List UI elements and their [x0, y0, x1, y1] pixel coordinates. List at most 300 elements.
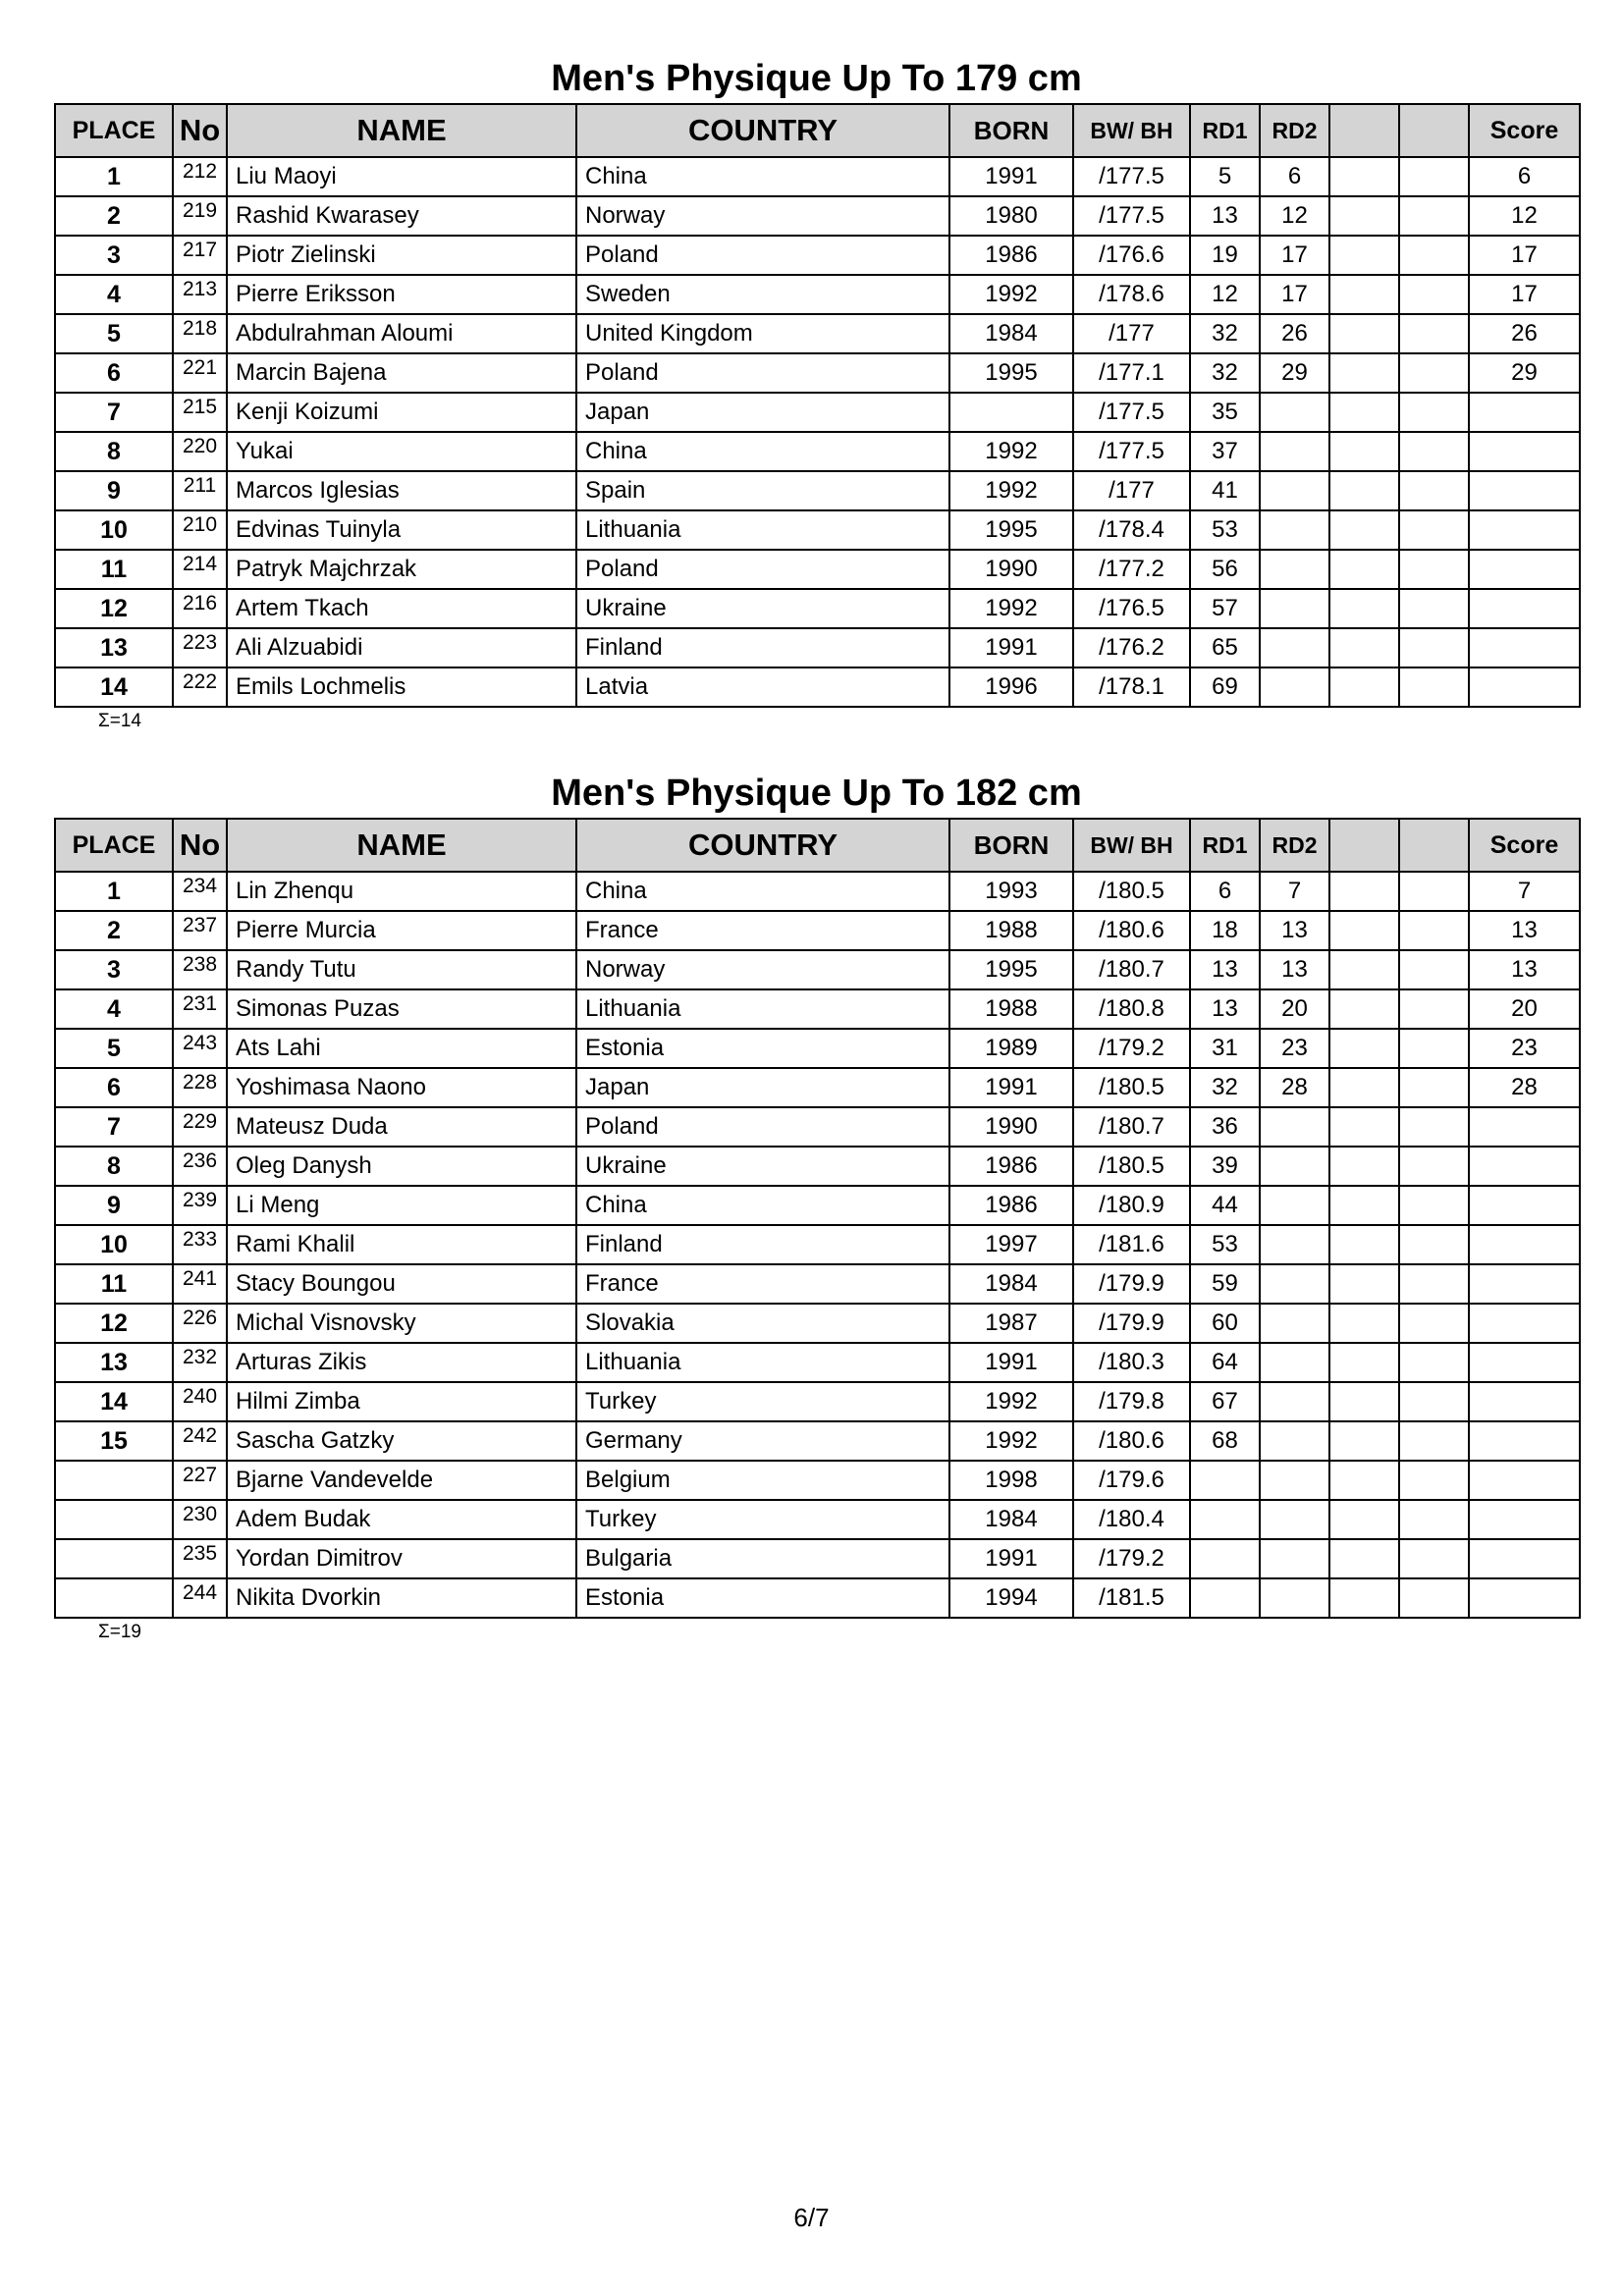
table-row [55, 1068, 1580, 1107]
rd1-cell: 37 [1190, 432, 1260, 471]
score-cell [1469, 628, 1580, 667]
rd1-cell: 35 [1190, 393, 1260, 432]
header-row [55, 819, 1580, 872]
score-cell [1469, 432, 1580, 471]
table-row [55, 471, 1580, 510]
country-cell: Japan [576, 1068, 949, 1107]
blank-cell-2 [1399, 950, 1469, 989]
blank-cell-2 [1399, 393, 1469, 432]
place-cell: 7 [55, 1107, 173, 1147]
header-blank-1 [1329, 819, 1399, 872]
blank-cell-1 [1329, 471, 1399, 510]
rd2-cell [1260, 1539, 1329, 1578]
born-cell: 1986 [949, 1186, 1073, 1225]
country-cell: Belgium [576, 1461, 949, 1500]
place-cell: 3 [55, 950, 173, 989]
bw-bh-cell: /180.7 [1073, 950, 1190, 989]
header-bw-bh: BW/ BH [1073, 819, 1190, 872]
blank-cell-2 [1399, 510, 1469, 550]
blank-cell-1 [1329, 628, 1399, 667]
born-cell: 1984 [949, 1264, 1073, 1304]
born-cell: 1994 [949, 1578, 1073, 1618]
blank-cell-1 [1329, 550, 1399, 589]
place-cell: 6 [55, 1068, 173, 1107]
rd2-cell [1260, 1264, 1329, 1304]
table-row [55, 628, 1580, 667]
country-cell: Ukraine [576, 1147, 949, 1186]
country-cell: Poland [576, 550, 949, 589]
page-number: 6/7 [793, 2203, 830, 2232]
country-cell: France [576, 911, 949, 950]
header-rd2: RD2 [1260, 104, 1329, 157]
rd2-cell: 13 [1260, 911, 1329, 950]
name-cell: Yukai [227, 432, 576, 471]
bw-bh-cell: /178.4 [1073, 510, 1190, 550]
number-cell: 235 [173, 1539, 227, 1578]
rd1-cell: 57 [1190, 589, 1260, 628]
country-cell: Estonia [576, 1029, 949, 1068]
blank-cell-2 [1399, 1225, 1469, 1264]
blank-cell-2 [1399, 1500, 1469, 1539]
place-cell: 11 [55, 1264, 173, 1304]
born-cell: 1991 [949, 1068, 1073, 1107]
header-no: No [173, 104, 227, 157]
rd1-cell: 53 [1190, 1225, 1260, 1264]
header-no: No [173, 819, 227, 872]
table-row [55, 1264, 1580, 1304]
number-cell: 236 [173, 1147, 227, 1186]
table-row [55, 989, 1580, 1029]
score-cell: 7 [1469, 872, 1580, 911]
blank-cell-1 [1329, 1147, 1399, 1186]
name-cell: Michal Visnovsky [227, 1304, 576, 1343]
born-cell: 1990 [949, 550, 1073, 589]
score-cell: 29 [1469, 353, 1580, 393]
score-cell: 23 [1469, 1029, 1580, 1068]
blank-cell-1 [1329, 353, 1399, 393]
country-cell: Finland [576, 628, 949, 667]
rd1-cell: 59 [1190, 1264, 1260, 1304]
name-cell: Piotr Zielinski [227, 236, 576, 275]
bw-bh-cell: /176.2 [1073, 628, 1190, 667]
number-cell: 239 [173, 1186, 227, 1225]
name-cell: Yordan Dimitrov [227, 1539, 576, 1578]
table-row [55, 1461, 1580, 1500]
blank-cell-1 [1329, 1225, 1399, 1264]
bw-bh-cell: /177 [1073, 471, 1190, 510]
blank-cell-1 [1329, 1107, 1399, 1147]
born-cell: 1988 [949, 989, 1073, 1029]
name-cell: Liu Maoyi [227, 157, 576, 196]
name-cell: Hilmi Zimba [227, 1382, 576, 1421]
name-cell: Ali Alzuabidi [227, 628, 576, 667]
score-cell [1469, 1264, 1580, 1304]
born-cell: 1997 [949, 1225, 1073, 1264]
name-cell: Rashid Kwarasey [227, 196, 576, 236]
number-cell: 219 [173, 196, 227, 236]
rd1-cell [1190, 1539, 1260, 1578]
number-cell: 220 [173, 432, 227, 471]
table-row [55, 1539, 1580, 1578]
country-cell: Germany [576, 1421, 949, 1461]
number-cell: 217 [173, 236, 227, 275]
country-cell: Lithuania [576, 989, 949, 1029]
name-cell: Lin Zhenqu [227, 872, 576, 911]
born-cell: 1991 [949, 1539, 1073, 1578]
number-cell: 215 [173, 393, 227, 432]
rd2-cell [1260, 1147, 1329, 1186]
rd2-cell: 6 [1260, 157, 1329, 196]
blank-cell-1 [1329, 589, 1399, 628]
blank-cell-1 [1329, 1029, 1399, 1068]
rd1-cell: 44 [1190, 1186, 1260, 1225]
rd1-cell: 60 [1190, 1304, 1260, 1343]
country-cell: Poland [576, 236, 949, 275]
bw-bh-cell: /180.7 [1073, 1107, 1190, 1147]
country-cell: Poland [576, 1107, 949, 1147]
place-cell: 14 [55, 667, 173, 707]
table-row [55, 510, 1580, 550]
score-cell: 13 [1469, 950, 1580, 989]
blank-cell-1 [1329, 1304, 1399, 1343]
rd1-cell [1190, 1461, 1260, 1500]
rd2-cell: 23 [1260, 1029, 1329, 1068]
blank-cell-2 [1399, 1147, 1469, 1186]
blank-cell-1 [1329, 510, 1399, 550]
blank-cell-1 [1329, 314, 1399, 353]
rd2-cell: 12 [1260, 196, 1329, 236]
blank-cell-2 [1399, 196, 1469, 236]
born-cell: 1986 [949, 236, 1073, 275]
number-cell: 240 [173, 1382, 227, 1421]
competitor-count: Σ=19 [98, 1622, 141, 1642]
blank-cell-2 [1399, 1382, 1469, 1421]
name-cell: Artem Tkach [227, 589, 576, 628]
name-cell: Marcin Bajena [227, 353, 576, 393]
header-born: BORN [949, 104, 1073, 157]
country-cell: Latvia [576, 667, 949, 707]
score-cell [1469, 1343, 1580, 1382]
table-row [55, 196, 1580, 236]
rd1-cell: 18 [1190, 911, 1260, 950]
section-title: Men's Physique Up To 179 cm [551, 58, 1082, 99]
born-cell: 1991 [949, 628, 1073, 667]
table-row [55, 353, 1580, 393]
place-cell: 1 [55, 872, 173, 911]
table-row [55, 1578, 1580, 1618]
name-cell: Edvinas Tuinyla [227, 510, 576, 550]
blank-cell-2 [1399, 432, 1469, 471]
header-score: Score [1469, 819, 1580, 872]
bw-bh-cell: /180.8 [1073, 989, 1190, 1029]
number-cell: 218 [173, 314, 227, 353]
name-cell: Abdulrahman Aloumi [227, 314, 576, 353]
place-cell: 8 [55, 1147, 173, 1186]
born-cell: 1995 [949, 950, 1073, 989]
name-cell: Marcos Iglesias [227, 471, 576, 510]
blank-cell-2 [1399, 1029, 1469, 1068]
rd1-cell: 32 [1190, 1068, 1260, 1107]
place-cell: 9 [55, 1186, 173, 1225]
table-body [55, 872, 1580, 1618]
rd1-cell: 39 [1190, 1147, 1260, 1186]
blank-cell-1 [1329, 1068, 1399, 1107]
table-row [55, 1343, 1580, 1382]
header-born: BORN [949, 819, 1073, 872]
country-cell: Japan [576, 393, 949, 432]
rd1-cell: 13 [1190, 950, 1260, 989]
table-row [55, 1186, 1580, 1225]
score-cell [1469, 1107, 1580, 1147]
rd2-cell [1260, 550, 1329, 589]
rd2-cell [1260, 1225, 1329, 1264]
country-cell: China [576, 872, 949, 911]
bw-bh-cell: /181.5 [1073, 1578, 1190, 1618]
blank-cell-2 [1399, 989, 1469, 1029]
born-cell: 1992 [949, 589, 1073, 628]
rd1-cell: 69 [1190, 667, 1260, 707]
score-cell [1469, 1304, 1580, 1343]
number-cell: 214 [173, 550, 227, 589]
table-row [55, 667, 1580, 707]
header-place: PLACE [55, 104, 173, 157]
name-cell: Ats Lahi [227, 1029, 576, 1068]
blank-cell-1 [1329, 1461, 1399, 1500]
place-cell [55, 1578, 173, 1618]
table-row [55, 950, 1580, 989]
score-cell [1469, 1225, 1580, 1264]
place-cell: 14 [55, 1382, 173, 1421]
bw-bh-cell: /179.2 [1073, 1539, 1190, 1578]
blank-cell-1 [1329, 1343, 1399, 1382]
place-cell: 10 [55, 1225, 173, 1264]
blank-cell-1 [1329, 1421, 1399, 1461]
blank-cell-2 [1399, 1186, 1469, 1225]
place-cell: 12 [55, 1304, 173, 1343]
header-blank-2 [1399, 104, 1469, 157]
born-cell: 1980 [949, 196, 1073, 236]
name-cell: Sascha Gatzky [227, 1421, 576, 1461]
rd1-cell [1190, 1500, 1260, 1539]
number-cell: 234 [173, 872, 227, 911]
score-cell: 26 [1469, 314, 1580, 353]
blank-cell-1 [1329, 196, 1399, 236]
born-cell: 1993 [949, 872, 1073, 911]
bw-bh-cell: /180.6 [1073, 911, 1190, 950]
rd1-cell: 53 [1190, 510, 1260, 550]
blank-cell-2 [1399, 1068, 1469, 1107]
place-cell: 1 [55, 157, 173, 196]
country-cell: China [576, 432, 949, 471]
rd2-cell [1260, 393, 1329, 432]
blank-cell-2 [1399, 1539, 1469, 1578]
born-cell: 1996 [949, 667, 1073, 707]
name-cell: Emils Lochmelis [227, 667, 576, 707]
table-row [55, 393, 1580, 432]
bw-bh-cell: /178.6 [1073, 275, 1190, 314]
rd2-cell [1260, 1500, 1329, 1539]
competitor-count: Σ=14 [98, 711, 141, 731]
blank-cell-2 [1399, 1304, 1469, 1343]
rd2-cell [1260, 510, 1329, 550]
born-cell: 1984 [949, 1500, 1073, 1539]
score-cell [1469, 667, 1580, 707]
place-cell: 7 [55, 393, 173, 432]
section-title: Men's Physique Up To 182 cm [551, 773, 1082, 814]
country-cell: Spain [576, 471, 949, 510]
place-cell: 11 [55, 550, 173, 589]
born-cell: 1990 [949, 1107, 1073, 1147]
score-cell [1469, 1421, 1580, 1461]
blank-cell-2 [1399, 236, 1469, 275]
score-cell: 28 [1469, 1068, 1580, 1107]
place-cell: 4 [55, 989, 173, 1029]
country-cell: China [576, 157, 949, 196]
blank-cell-1 [1329, 1500, 1399, 1539]
born-cell: 1992 [949, 1382, 1073, 1421]
header-blank-2 [1399, 819, 1469, 872]
rd1-cell: 41 [1190, 471, 1260, 510]
born-cell: 1986 [949, 1147, 1073, 1186]
header-place: PLACE [55, 819, 173, 872]
score-cell [1469, 1578, 1580, 1618]
blank-cell-2 [1399, 1264, 1469, 1304]
name-cell: Li Meng [227, 1186, 576, 1225]
blank-cell-2 [1399, 1578, 1469, 1618]
header-country: COUNTRY [576, 104, 949, 157]
rd2-cell [1260, 1304, 1329, 1343]
score-cell [1469, 589, 1580, 628]
place-cell: 10 [55, 510, 173, 550]
country-cell: Sweden [576, 275, 949, 314]
name-cell: Arturas Zikis [227, 1343, 576, 1382]
blank-cell-2 [1399, 314, 1469, 353]
bw-bh-cell: /176.5 [1073, 589, 1190, 628]
bw-bh-cell: /177.2 [1073, 550, 1190, 589]
number-cell: 223 [173, 628, 227, 667]
bw-bh-cell: /177.1 [1073, 353, 1190, 393]
country-cell: China [576, 1186, 949, 1225]
place-cell: 4 [55, 275, 173, 314]
results-table [54, 103, 1581, 708]
country-cell: United Kingdom [576, 314, 949, 353]
header-name: NAME [227, 104, 576, 157]
rd1-cell: 36 [1190, 1107, 1260, 1147]
blank-cell-2 [1399, 628, 1469, 667]
bw-bh-cell: /179.6 [1073, 1461, 1190, 1500]
header-row [55, 104, 1580, 157]
score-cell [1469, 1461, 1580, 1500]
blank-cell-2 [1399, 1343, 1469, 1382]
country-cell: Turkey [576, 1382, 949, 1421]
blank-cell-1 [1329, 950, 1399, 989]
bw-bh-cell: /180.5 [1073, 1147, 1190, 1186]
name-cell: Yoshimasa Naono [227, 1068, 576, 1107]
blank-cell-1 [1329, 393, 1399, 432]
blank-cell-2 [1399, 1107, 1469, 1147]
score-cell [1469, 550, 1580, 589]
table-row [55, 1107, 1580, 1147]
bw-bh-cell: /180.3 [1073, 1343, 1190, 1382]
place-cell [55, 1500, 173, 1539]
rd1-cell: 64 [1190, 1343, 1260, 1382]
blank-cell-2 [1399, 872, 1469, 911]
number-cell: 229 [173, 1107, 227, 1147]
country-cell: Turkey [576, 1500, 949, 1539]
bw-bh-cell: /179.9 [1073, 1304, 1190, 1343]
born-cell: 1995 [949, 353, 1073, 393]
rd2-cell [1260, 1578, 1329, 1618]
born-cell: 1984 [949, 314, 1073, 353]
country-cell: Norway [576, 950, 949, 989]
table-row [55, 1029, 1580, 1068]
number-cell: 230 [173, 1500, 227, 1539]
rd2-cell [1260, 471, 1329, 510]
blank-cell-1 [1329, 157, 1399, 196]
place-cell: 12 [55, 589, 173, 628]
rd1-cell: 6 [1190, 872, 1260, 911]
number-cell: 211 [173, 471, 227, 510]
header-rd2: RD2 [1260, 819, 1329, 872]
rd2-cell [1260, 432, 1329, 471]
born-cell [949, 393, 1073, 432]
rd2-cell: 20 [1260, 989, 1329, 1029]
header-rd1: RD1 [1190, 104, 1260, 157]
section-up-to-179 [54, 54, 1579, 734]
number-cell: 222 [173, 667, 227, 707]
rd2-cell [1260, 628, 1329, 667]
name-cell: Adem Budak [227, 1500, 576, 1539]
number-cell: 213 [173, 275, 227, 314]
place-cell [55, 1539, 173, 1578]
score-cell [1469, 510, 1580, 550]
table-row [55, 550, 1580, 589]
bw-bh-cell: /179.8 [1073, 1382, 1190, 1421]
place-cell: 15 [55, 1421, 173, 1461]
number-cell: 233 [173, 1225, 227, 1264]
bw-bh-cell: /178.1 [1073, 667, 1190, 707]
place-cell: 5 [55, 1029, 173, 1068]
blank-cell-2 [1399, 1421, 1469, 1461]
table-row [55, 314, 1580, 353]
header-country: COUNTRY [576, 819, 949, 872]
table-row [55, 589, 1580, 628]
blank-cell-1 [1329, 872, 1399, 911]
results-table [54, 818, 1581, 1619]
section-up-to-182 [54, 769, 1579, 1645]
rd1-cell: 65 [1190, 628, 1260, 667]
name-cell: Randy Tutu [227, 950, 576, 989]
bw-bh-cell: /177.5 [1073, 432, 1190, 471]
score-cell [1469, 1186, 1580, 1225]
blank-cell-2 [1399, 589, 1469, 628]
rd1-cell: 56 [1190, 550, 1260, 589]
number-cell: 221 [173, 353, 227, 393]
bw-bh-cell: /180.4 [1073, 1500, 1190, 1539]
bw-bh-cell: /177 [1073, 314, 1190, 353]
place-cell: 5 [55, 314, 173, 353]
blank-cell-1 [1329, 275, 1399, 314]
bw-bh-cell: /177.5 [1073, 196, 1190, 236]
number-cell: 241 [173, 1264, 227, 1304]
blank-cell-2 [1399, 353, 1469, 393]
table-row [55, 1500, 1580, 1539]
number-cell: 227 [173, 1461, 227, 1500]
header-name: NAME [227, 819, 576, 872]
born-cell: 1991 [949, 1343, 1073, 1382]
blank-cell-1 [1329, 1264, 1399, 1304]
blank-cell-1 [1329, 432, 1399, 471]
